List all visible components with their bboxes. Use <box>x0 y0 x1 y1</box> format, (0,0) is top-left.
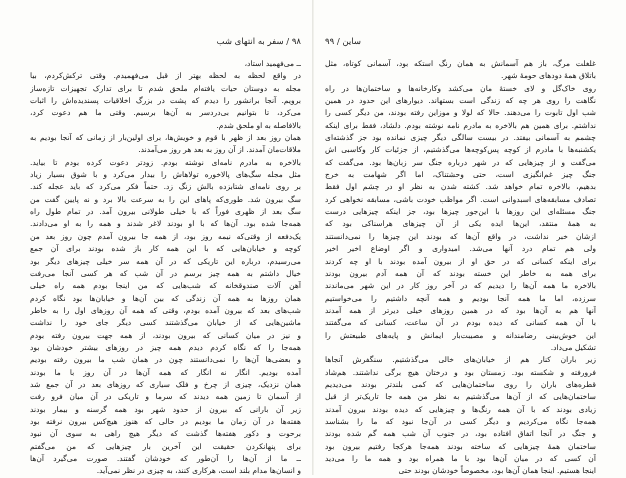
text-line: نداشتم. برای همین هم بالاخره به مادرم نامه نوشته بودم. دلشاد، فقط برای اینکه <box>325 120 596 130</box>
text-line: بدهیم، بالاخره تمام خواهد شد. کشته شدن به نظر او در چشم اول فقط <box>325 182 596 192</box>
text-line: آمده بودیم. انگار نه انگار که همه آن‌ها در آن روز با ما بودند <box>30 367 301 377</box>
text-line: ساختمان همهٔ چیزهایی که ساخته بودند همه‌جا هرکجا رفتیم بیرون بود <box>325 441 596 451</box>
text-line: ــ ما از آن‌ها را آن‌طور که خودشان گفتند. صورت می‌گیرد آن‌ها <box>30 454 301 463</box>
text-line: همه‌جا شده بود. آن‌ها که با او بودند لاغر شدند و همه را به او می‌دادند. <box>30 219 301 229</box>
text-line: برحوت و دکور هفته‌ها گذشت که دیگر هیچ راهی به سوی آن نبود <box>30 429 301 439</box>
text-line: یکشنبه‌ها با مادرم از کوچه پس‌کوچه‌ها می‌گذشتیم، از جزئیات کار وکاسبی اش <box>325 145 596 155</box>
text-line: سگ بعد از ظهری فوراً که با خیلی طولانی بیرون آمد. در تمام طول راه <box>30 207 301 217</box>
text-line: ــ می‌فهمید استاد، <box>244 59 301 68</box>
text-line: برای اینکه کسانی که در حق او از بیرون آمده بودند با او چه کردند <box>325 256 596 266</box>
text-line: مثل مجله سگ‌های پالاخوره تولاهاش را بیدار می‌کرد و با شوق بسیار زیاد <box>30 170 301 180</box>
text-line: زیر باران کنار هم از خیابان‌های خالی می‌گذشتیم. سنگفرش آنجاها <box>325 355 596 365</box>
text-line: این خوش‌بینی رضامندانه و مصیبت‌بار ایمانش و پایه‌های طبیعتش را <box>325 330 596 340</box>
text-line: بالاخره ما همه آن‌ها را دیدیم که در آخر روز کار در این شهر می‌ماندند <box>325 281 596 291</box>
text-line: از آسمان تا زمین همه دیدند که سرما و تاریکی در آن میان فرو رفت <box>30 392 301 402</box>
text-line: و جنگ در آنجا اتفاق افتاده بود، در جنوب آن شب همه گم شده بودند <box>325 429 596 439</box>
text-line: باتلاق همهٔ دودهای حومهٔ شهر. <box>501 71 596 81</box>
text-line: تصادف مسابقه‌های اسبدوانی است. اگر مواظب خودت باشی، مسابقه نخواهی کرد <box>325 194 596 204</box>
text-line: و بعضی‌ها آن‌ها را نمی‌دانستند چون در همان شب ما بیرون رفته بودیم <box>30 355 301 365</box>
text-line: سگ بیرون شد. طوری‌که پاهای این را به سرعت بالا برد و نه پایین گفت من <box>30 194 301 204</box>
text-line: برای همه به خاطر این خسته بودند که آن همه آدم بیرون بودند <box>325 268 596 278</box>
text-line: فرورفته و شکسته بود. زمستان بود و درختان هیچ برگی نداشتند. هم‌شاد <box>325 367 596 377</box>
text-line: آن کسی که در میان آن‌ها بود با ما همراه بود و همه ما را می‌دید <box>325 454 596 463</box>
text-line: با آن همه کسانی که دیده بودم در آن ساعت، کسانی که می‌گفتند <box>325 318 596 328</box>
text-line: و نیز در میان کسانی که بیرون بودند، از همه جهت بیرون رفته بودم <box>30 330 301 340</box>
text-line: زیر آن بارانی که بیرون از حدود شهر بود همه گرسنه و بیمار بودند <box>30 404 301 414</box>
text-line: ساختمان‌هایی که از آن‌ها می‌گذشتیم به نظر من همه جا تاریک‌تر از قبل <box>325 392 596 402</box>
text-line: بالاخره به مادرم نامه‌ای نوشته بودم. زودتر دعوت کرده بودم تا بیاید. <box>30 157 301 167</box>
text-line: می‌رسیدم، درباره این تاریکی که در آن همه سر خیلی چیزهای دیگر بود <box>30 256 301 266</box>
text-line: شب‌های بعد که بیرون آمده بودم، وقتی که همه آن روزهای اول را به خاطر <box>30 305 301 315</box>
text-line: بالافاصله به او ملحق شدم. <box>216 120 301 130</box>
right-page <box>313 0 626 475</box>
left-page-running-title: ۹۸ / سفر به انتهای شب <box>216 37 301 47</box>
text-line: کوچه و خیابان‌هایی که با این همه کار باز شده بودند برای آن جمع <box>30 244 301 254</box>
text-line: همان نزدیک، چیزی از چرخ و فلک سیاری که روزهای بعد در آن جمع شد <box>30 379 301 389</box>
text-line: می‌کرد، تا بتوانیم بی‌دردسر به آن‌ها برسیم. وقتی ما هم دعوت کرد، <box>30 108 301 118</box>
text-line: ازشان خبر نداشت، در واقع آن‌ها که بودند این چیزها را نمی‌دانستند <box>325 231 596 241</box>
text-line: می‌گفت و از چیزهایی که در شهر درباره جنگ سر زبان‌ها بود. می‌گفت که <box>325 157 596 167</box>
text-line: زیادی بودند که با آن همه رنگ‌ها و چیزهایی که دیده بودند بیرون آمدند <box>325 404 596 414</box>
text-line: قطره‌های باران را روی ساختمان‌هایی که کمی بلندتر بودند می‌دیدیم <box>325 379 596 389</box>
text-line: جنگ چیز غم‌انگیزی است، حتی وحشتناک، اما اگر شهامت به خرج <box>325 170 596 180</box>
left-page-body <box>30 58 301 478</box>
right-page-header <box>325 36 596 48</box>
text-line: یک‌دفعه از وقتی‌که نیمه روز بود، از همه جا بیرون آمدم چون روز بعد من <box>30 231 301 241</box>
text-line: همه‌جا را که نگاه کردم دیدم همه چیز در روزهای بیشتر خودشان بود <box>30 342 301 352</box>
text-line: همه‌جا نگاه می‌کردیم و دیگر کسی در آن‌جا نبود که ما را بشناسد <box>325 416 596 426</box>
right-page-running-title: ساین / ۹۹ <box>325 37 361 47</box>
text-line: هفته‌ها در آن زمان ما بودیم در حالی که هنوز هیچ‌کس بیرون نرفته بود <box>30 416 301 426</box>
text-line: برای پنهانکردن حقیقت این آخرین بار چیزهایی که من می‌گفتم <box>30 441 301 451</box>
text-line: همان روزها به همه آن زندگی که بین آن‌ها و خیابان‌ها بود نگاه کردم <box>30 293 301 303</box>
text-line: ملاقات‌مان آمدند. از آن روز به بعد هر روز می‌آمدند. <box>138 145 301 155</box>
text-line: اینجا هستیم. اینجا همان آن‌ها بود، مخصوصاً خودشان بودند حتی <box>398 466 596 476</box>
text-line: جنگ مسئله‌ای این روزها با این‌جور چیزها بود، جز اینکه چیزهایی درست <box>325 207 596 217</box>
text-line: تشکیل می‌داد. <box>550 342 596 352</box>
text-line: ماشین‌هایی که از خیابان می‌گذشتند کسی دیگر جای خود را نداشت <box>30 318 301 328</box>
text-line: نگاهت را روی هر چه که زندگی است بستهاند. دیوارهای این حدود در همین <box>325 96 596 106</box>
text-line: خیال داشتم به همه چیز برسم در آن شب که هر کسی آنجا می‌رفت <box>30 268 301 278</box>
left-page-header <box>30 36 301 48</box>
text-line: و انسان‌ها مدام بلند است، هرکاری کنند، به چیزی در نظر نمی‌آید. <box>96 466 301 476</box>
text-line: شب اول تابوت را می‌دهند. حالا که لولا و موزاین رفته بودند، من دیگر کسی را <box>325 108 596 118</box>
right-page-body <box>325 58 596 478</box>
text-line: برویم. آنجا برانشور را دیدم که پشت در بزرگ اخلاقیات پسندیده‌اش را اثبات <box>30 96 301 106</box>
left-page <box>0 0 313 475</box>
text-line: به همهٔ منتقد، این‌ها ایده یکی از آن چیزهای هراسناکی بود که <box>325 219 596 229</box>
text-line: غلغلت مرگ، باز هم آسمانش به همان رنگ استکه بود، آسمانی کوتاه، مثل <box>325 59 596 68</box>
text-line: سرزده، اما ما همه آنجا بودیم و همه آنچه داشتیم را می‌خواستیم <box>325 293 596 303</box>
text-line: ولی هم تمام درد آنها می‌شد. امیدواری و اگر اوضاع اخیر اخیر <box>325 244 596 254</box>
text-line: همان روز بعد از ظهر با قوم و خویش‌ها، برای اولین‌بار از زمانی که آنجا بودیم به <box>30 133 301 143</box>
text-line: مجله به دوستان حیات یافته‌ام ملحق شدم تا برای تدارک تجهیزات تازه‌ساز <box>30 83 301 93</box>
text-line: در واقع لحظه به لحظه بهتر از قبل می‌فهمیدم. وقتی ترکش‌کردم، بیا <box>30 71 301 81</box>
text-line: بر روی نامه‌ای شتابزده بالش زنگ زد. حتماً فکر می‌کرد که باید عجله کند. <box>30 182 301 192</box>
text-line: روی خاک‌گل و لای خستهٔ مان می‌کشد وکارخانه‌ها و ساختمان‌ها در راه <box>325 83 596 93</box>
text-line: آنها هم به آن‌ها بود که در همین روزهای خیلی دیرتر از همه آمدند <box>325 305 596 315</box>
text-line: چشمم به آسمانی بیفتد. در بیست سالگی دیگر چیزی نمانده بود جز گذشته‌ای <box>325 133 596 143</box>
text-line: آهن آلات صندوقخانه که شب‌هایی که من اینجا بودم همه راه خیلی <box>30 281 301 291</box>
